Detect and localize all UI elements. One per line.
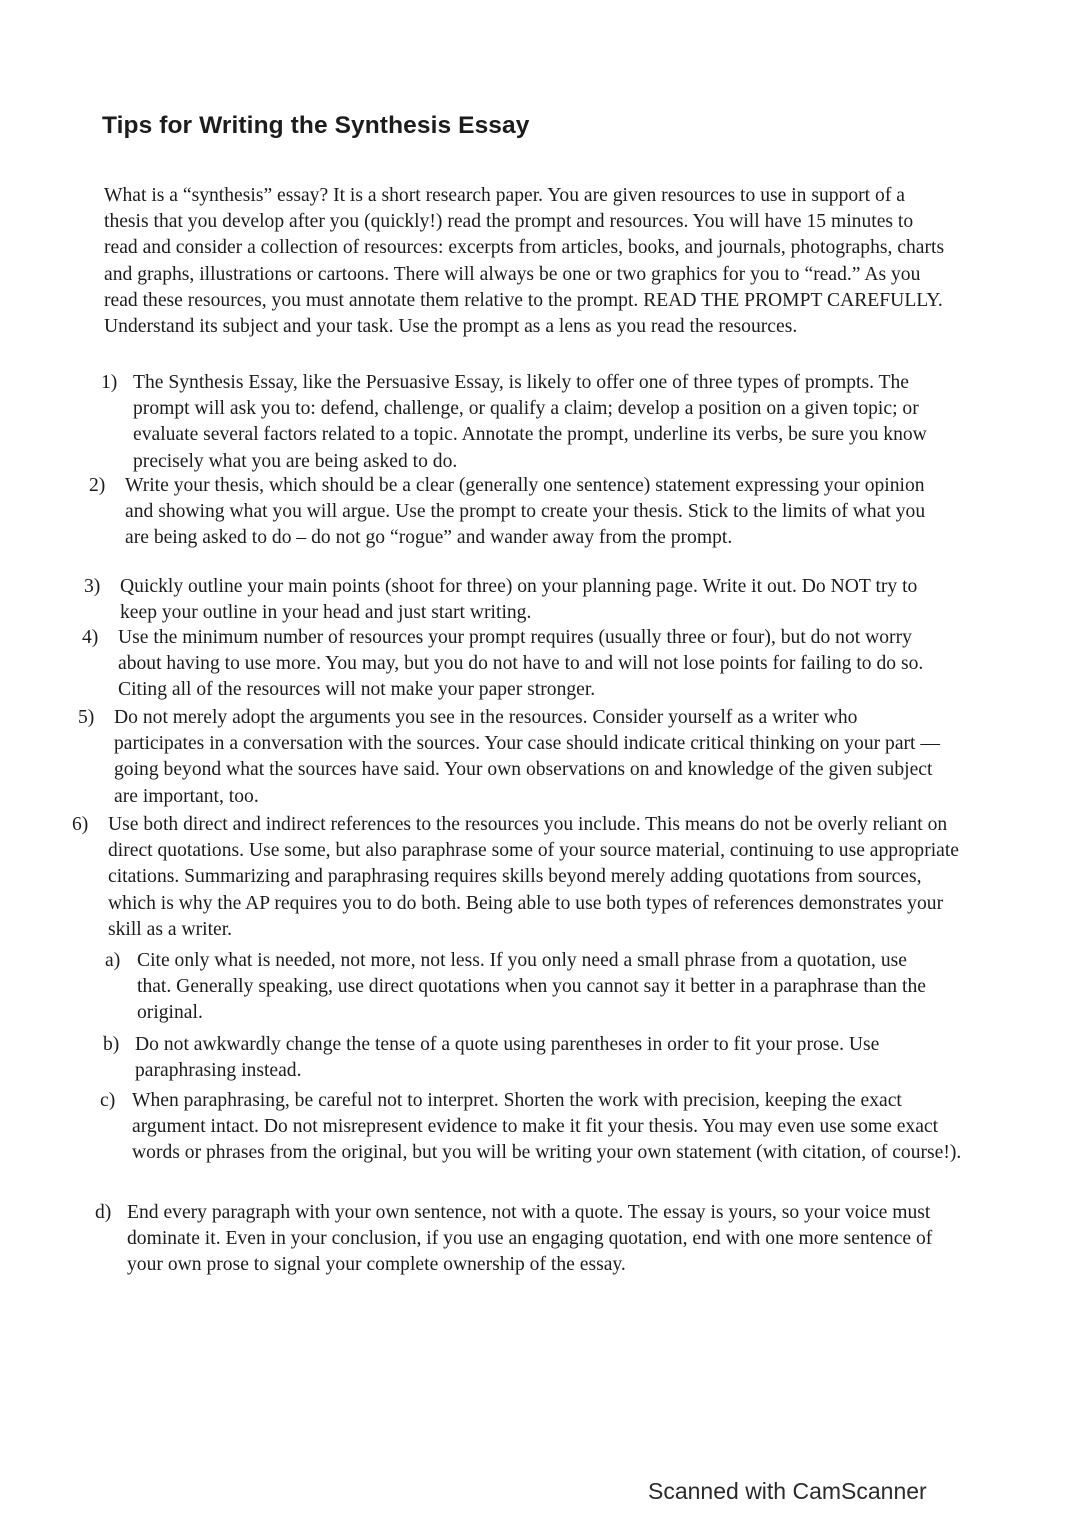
- list-item: [89, 473, 947, 552]
- sub-list-item-letter: b): [103, 1034, 120, 1055]
- list-item-text: Quickly outline your main points (shoot for three) on your planning page. Write it out. Do NOT try to keep your outline in your head and just start writing.: [120, 576, 918, 624]
- sub-list-item-text: Cite only what is needed, not more, not less. If you only need a small phrase from a quotation, use that. Generally speaking, use direct quotations when you cannot say it better in a paraphrase than the original.: [137, 950, 926, 1024]
- sub-list-item: [103, 1032, 925, 1084]
- list-item-number: 2): [89, 475, 106, 496]
- list-item: [101, 370, 945, 475]
- list-item-text: Do not merely adopt the arguments you see in the resources. Consider yourself as a writer who participates in a conversation with the sources. Your case should indicate critical thinking on your part — going beyond what the sources have said. Your own observations on and knowledge of the given subject are important, too.: [114, 707, 940, 807]
- sub-list-item-letter: d): [95, 1202, 112, 1223]
- list-item-number: 4): [82, 627, 99, 648]
- list-item: [84, 574, 950, 626]
- list-item-number: 6): [72, 814, 89, 835]
- page-title: Tips for Writing the Synthesis Essay: [102, 112, 530, 139]
- list-item-text: Use both direct and indirect references to the resources you include. This means do not be overly reliant on direct quotations. Use some, but also paraphrase some of your source material, continuing to use appropriate citations. Summarizing and paraphrasing requires skills beyond merely adding quotations from sources, which is why the AP requires you to do both. Being able to use both types of references demonstrates your skill as a writer.: [108, 814, 959, 940]
- list-item-text: Use the minimum number of resources your prompt requires (usually three or four), but do not worry about having to use more. You may, but you do not have to and will not lose points for failing to do so. Citing all of the resources will not make your paper stronger.: [118, 627, 924, 701]
- sub-list-item: [105, 948, 927, 1027]
- scanner-watermark: Scanned with CamScanner: [648, 1478, 927, 1504]
- sub-list-item: [95, 1200, 969, 1279]
- sub-list-item: [100, 1088, 974, 1167]
- list-item-number: 5): [78, 707, 95, 728]
- list-item-text: The Synthesis Essay, like the Persuasive Essay, is likely to offer one of three types of prompts. The prompt will ask you to: defend, challenge, or qualify a claim; develop a position on a given topic; or evaluate several factors related to a topic. Annotate the prompt, underline its verbs, be sure you know precisely what you are being asked to do.: [133, 372, 927, 472]
- sub-list-item-letter: a): [105, 950, 121, 971]
- intro-paragraph: What is a “synthesis” essay? It is a short research paper. You are given resources to use in support of a thesis that you develop after you (quickly!) read the prompt and resources. You will have 15 minutes to read and consider a collection of resources: excerpts from articles, books, and journals, photographs, charts and graphs, illustrations or cartoons. There will always be one or two graphics for you to “read.” As you read these resources, you must annotate them relative to the prompt. READ THE PROMPT CAREFULLY. Understand its subject and your task. Use the prompt as a lens as you read the resources.: [104, 185, 945, 338]
- sub-list-item-text: End every paragraph with your own sentence, not with a quote. The essay is yours, so your voice must dominate it. Even in your conclusion, if you use an engaging quotation, end with one more sentence of your own prose to signal your complete ownership of the essay.: [127, 1202, 933, 1276]
- list-item: [82, 625, 960, 704]
- list-item: [72, 812, 970, 943]
- list-item-text: Write your thesis, which should be a clear (generally one sentence) statement expressing your opinion and showing what you will argue. Use the prompt to create your thesis. Stick to the limits of what you are being asked to do – do not go “rogue” and wander away from the prompt.: [125, 475, 926, 549]
- list-item-number: 1): [101, 372, 118, 393]
- list-item-number: 3): [84, 576, 101, 597]
- sub-list-item-text: When paraphrasing, be careful not to interpret. Shorten the work with precision, keeping the exact argument intact. Do not misrepresent evidence to make it fit your thesis. You may even use some exact words or phrases from the original, but you will be writing your own statement (with citation, of course!).: [132, 1090, 962, 1164]
- list-item: [78, 705, 942, 810]
- sub-list-item-letter: c): [100, 1090, 116, 1111]
- sub-list-item-text: Do not awkwardly change the tense of a quote using parentheses in order to fit your prose. Use paraphrasing instead.: [135, 1034, 880, 1082]
